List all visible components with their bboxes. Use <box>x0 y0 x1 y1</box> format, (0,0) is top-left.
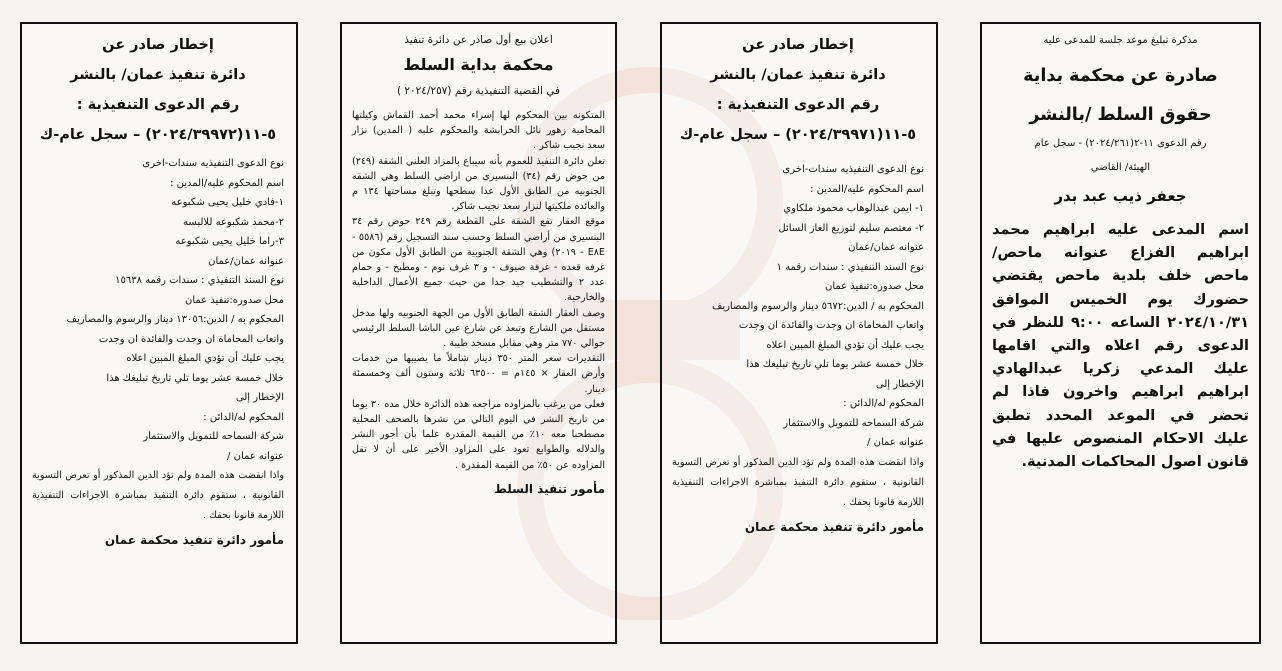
court-line-2: حقوق السلط /بالنشر <box>1029 105 1212 125</box>
notice-body <box>352 108 605 473</box>
text-line: الإخطار إلى <box>235 392 284 403</box>
closing-paragraph: واذا انقضت هذه المدة ولم تؤد الدين المذكور أو تعرض التسوية القانونية ، ستقوم دائرة التنفيذ بمباشرة الاجراءات التنفيذية اللازمة قانونا بحقك . <box>32 470 284 521</box>
text-line: نوع الدعوى التنفيذيه سندات-اخرى <box>782 164 924 175</box>
text-line: ٢- معتصم سليم لتوزيع الغاز السائل <box>778 222 924 234</box>
text-line: الإخطار إلى <box>875 378 924 390</box>
notice-subtitle: دائرة تنفيذ عمان/ بالنشر <box>70 67 246 83</box>
paragraph: التقديرات سعر المتر ٣٥٠ دينار شاملاً ما يصيبها من خدمات وأرض العقار × ١٤٥م = ٦٣٥٠٠ ثلاثه وستون ألف وخمسمئة دينار. <box>352 353 606 395</box>
notice-lines <box>32 154 284 466</box>
notice-hearing-summons <box>980 22 1261 644</box>
paragraph: المتكونه بين المحكوم لها إسراء محمد أحمد القماش وكيلتها المحامية زهور نائل الخرابشة والمحكوم عليه ( المدين) نزار سعد نجيب شاكر . <box>352 110 605 152</box>
text-line: يجب عليك أن تؤدي المبلغ المبين اعلاه <box>766 339 924 351</box>
text-line: نوع السند التنفيذي : سندات رقمه ١٥٦٣٨ <box>115 275 284 286</box>
text-line: المحكوم به / الدين:٥٦٧٢ دينار والرسوم والمصاريف <box>711 300 924 312</box>
closing-paragraph: واذا انقضت هذه المدة ولم تؤد الدين المذكور أو تعرض التسوية القانونية ، ستقوم دائرة التنفيذ بمباشرة الاجراءات التنفيذية اللازمة قانونا بحقك . <box>672 456 924 508</box>
text-line: واتعاب المحاماة ان وجدت والفائدة ان وجدت <box>98 333 284 345</box>
signature: مأمور تنفيذ السلط <box>494 481 605 496</box>
text-line: محل صدوره:تنفيذ عمان <box>824 281 924 292</box>
case-number: رقم الدعوى ١١-٢(٢٠٢٤/٢٦١) - سجل عام <box>1034 138 1207 149</box>
paragraph: تعلن دائرة التنفيذ للعموم بأنه سيباع بالمزاد العلني الشقة (٢٤٩) من حوض رقم (٣٤) البنسيري من اراضي السلط وهي الشقه الجنوبيه من الطابق الأول عدا سطحها وتبلغ مساحتها ١٣٤ م والعائده ملكيتها لنزار سعد نجيب شاكر. <box>352 155 605 213</box>
text-line: المحكوم له/الدائن : <box>203 411 284 423</box>
notice-header: اعلان بيع أول صادر عن دائرة تنفيذ <box>404 34 553 46</box>
case-number: ٥-١١(٢٠٢٤/٣٩٩٧١) – سجل عام-ك <box>679 127 917 143</box>
panel-label: الهيئة/ القاضي <box>1090 162 1151 173</box>
case-number: في القضية التنفيذية رقم (٢٠٢٤/٢٥٧ ) <box>396 85 561 97</box>
notice-subtitle: دائرة تنفيذ عمان/ بالنشر <box>710 67 886 83</box>
text-line: ١- ايمن عبدالوهاب محمود ملكاوي <box>783 203 924 214</box>
signature: مأمور دائرة تنفيذ محكمة عمان <box>744 519 924 534</box>
notice-lines <box>672 160 924 453</box>
judge-name: جعفر ذيب عبد بدر <box>1054 187 1187 205</box>
notice-amman-execution-39971 <box>660 22 938 644</box>
text-line: المحكوم له/الدائن : <box>843 398 924 409</box>
text-line: نوع الدعوى التنفيذيه سندات-اخرى <box>142 158 284 169</box>
text-line: شركة السماحه للتمويل والاستثمار <box>783 417 924 429</box>
paragraph: موقع العقار تقع الشقة على القطعة رقم ٢٤٩ حوض رقم ٣٤ البنسيري من أراضي السلط وحسب سند التسجيل رقم (٥٥٨٦ - E٨E - ٢٠١٩) وهي الشقة الجنوبية من الطابق الأول مكون من غرفه قعده - غرفة ضيوف - و ٣ غرف نوم - ومطبخ - و حمام عدد ٢ والتشطيب جيد جدا من حيث جميع الأعمال الداخلية والخارجية. <box>352 216 606 304</box>
court-line-1: صادرة عن محكمة بداية <box>1023 66 1218 86</box>
summons-body: اسم المدعى عليه ابراهيم محمد ابراهيم الفزاع عنوانه ماحص/ ماحص خلف بلدية ماحص يقتضي حضورك يوم الخميس الموافق ٢٠٢٤/١٠/٣١ الساعه ٩:٠٠ للنظر في الدعوى رقم اعلاه والتي اقامها عليك المدعي زكريا عبدالهادي ابراهيم ابراهيم واخرون فاذا لم تحضر في الموعد المحدد تطبق عليك الاحكام المنصوص عليها في قانون اصول المحاكمات المدنية. <box>992 221 1250 471</box>
text-line: خلال خمسة عشر يوما تلي تاريخ تبليغك هذا <box>746 359 924 370</box>
court-name: محكمة بداية السلط <box>403 55 554 74</box>
text-line: محل صدوره:تنفيذ عمان <box>184 294 284 306</box>
text-line: يجب عليك أن تؤدي المبلغ المبين اعلاه <box>126 353 284 364</box>
text-line: واتعاب المحاماة ان وجدت والفائدة ان وجدت <box>738 320 924 331</box>
signature: مأمور دائرة تنفيذ محكمة عمان <box>104 533 284 547</box>
text-line: نوع السند التنفيذي : سندات رقمه ١ <box>776 261 924 273</box>
notice-header: مذكرة تبليغ موعد جلسة للمدعى عليه <box>1043 35 1198 46</box>
text-line: عنوانه عمان/عمان <box>208 255 284 267</box>
case-label: رقم الدعوى التنفيذية : <box>716 97 880 113</box>
text-line: عنوانه عمان / <box>867 437 924 448</box>
text-line: اسم المحكوم عليه/المدين : <box>810 183 924 195</box>
case-label: رقم الدعوى التنفيذية : <box>76 97 240 113</box>
case-number: ٥-١١(٢٠٢٤/٣٩٩٧٢) – سجل عام-ك <box>39 127 277 143</box>
notice-salt-sale <box>340 22 617 644</box>
text-line: شركة السماحه للتمويل والاستثمار <box>143 431 284 442</box>
notice-title: إخطار صادر عن <box>102 37 214 53</box>
notice-title: إخطار صادر عن <box>742 37 854 53</box>
paragraph: وصف العقار الشقة الطابق الأول من الجهة الجنوبيه ولها مدخل مستقل من الشارع وتبعد عن شارع عين الباشا السلط الرئيسي حوالي ٧٧٠ متر وهي مقابل مسجد طيبة . <box>352 307 605 350</box>
text-line: ١-فادي خليل يحيى شكبوعه <box>171 197 284 208</box>
text-line: عنوانه عمان / <box>227 450 284 462</box>
text-line: خلال خمسة عشر يوما تلي تاريخ تبليغك هذا <box>106 372 284 384</box>
text-line: اسم المحكوم عليه/المدين : <box>170 177 284 189</box>
paragraph: فعلى من يرغب بالمزاوده مراجعه هذه الدائرة خلال مده ٣٠ يوما من تاريخ النشر في اليوم التالي من نشرها بالصحف المحلية مصطحبا معه ١٠٪ من القيمة المقدرة علما بأن أجور النشر والدلاله والطوابع تعود على المزاود الأخير على أن لا تقل المزاوده عن ٥٠٪ من القيمة المقدرة . <box>352 398 605 471</box>
text-line: ٢-محمد شكبوعه للالبسه <box>183 216 284 228</box>
text-line: المحكوم به / الدين:١٣٠٥٦ دينار والرسوم والمصاريف <box>66 314 284 325</box>
text-line: عنوانه عمان/عمان <box>848 242 924 253</box>
text-line: ٣-راما خليل يحيى شكبوعه <box>175 236 284 247</box>
notice-amman-execution-39972 <box>20 22 298 644</box>
